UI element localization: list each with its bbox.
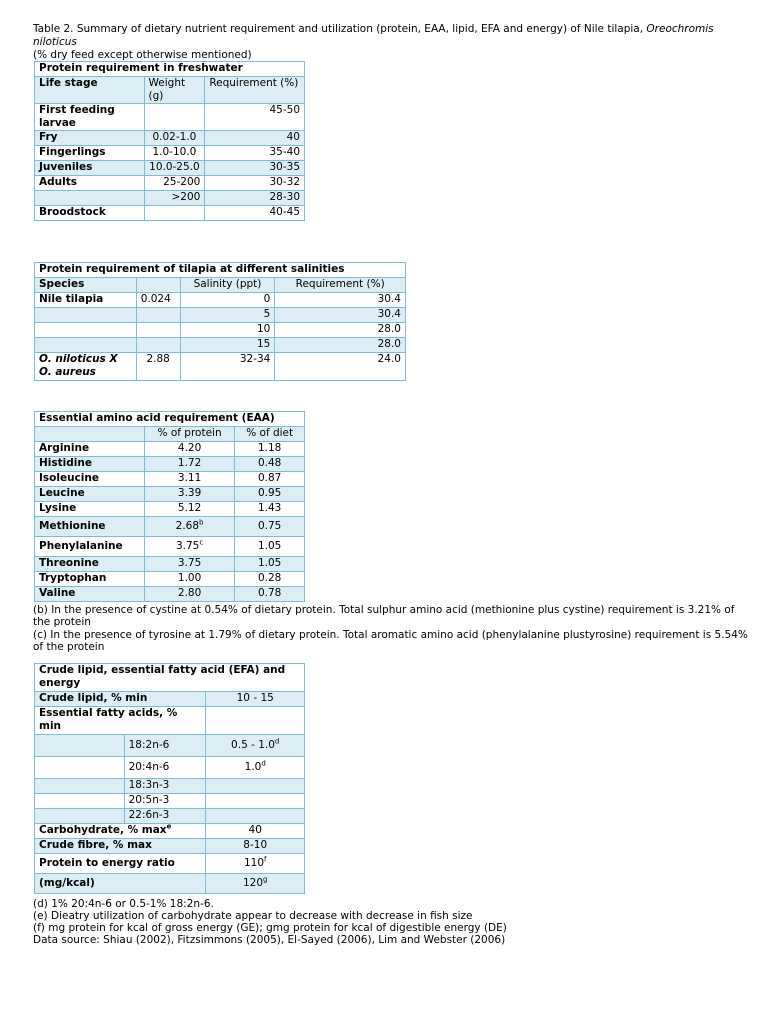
table-row: Tryptophan 1.00 0.28 xyxy=(35,572,305,587)
footnote-e: (e) Dieatry utilization of carbohydrate appear to decrease with decrease in fish size xyxy=(33,910,473,922)
table-row: Crude fibre, % max 8-10 xyxy=(35,839,305,854)
table-row: 10 28.0 xyxy=(35,323,406,338)
protein-salinity-table xyxy=(34,262,406,381)
table-row: 18:3n-3 xyxy=(35,779,305,794)
column-header: Species xyxy=(35,278,137,293)
table-row: First feeding larvae 45-50 xyxy=(35,104,305,131)
table-row: Adults 25-200 30-32 xyxy=(35,176,305,191)
table-row: Juveniles 10.0-25.0 30-35 xyxy=(35,161,305,176)
table-row: >200 28-30 xyxy=(35,191,305,206)
lipid-energy-table: Crude lipid, essential fatty acid (EFA) and energy Crude lipid, % min 10 - 15 Essential fatty acids, % min 18:2n-6 0.5 - 1.0$^d$ 20:4n-6 1.0$^d$ 18:3n-3 20:5n-3 22:6n-3 Carbohydrate, % $\max^e$ 40 Crude fibre, % max 8-10 Protein to energy ratio 110$^f$ (mg/kcal) 120$^g$ xyxy=(34,663,305,894)
data-source: Data source: Shiau (2002), Fitzsimmons (2005), El-Sayed (2006), Lim and Webster (2006) xyxy=(33,934,506,946)
column-header: % of diet xyxy=(235,427,305,442)
table-caption: Table 2. Summary of dietary nutrient requirement and utilization (protein, EAA, lipid, EFA and energy) of Nile tilapia, Oreochromis niloticus (% dry feed except otherwise mentioned) xyxy=(33,23,714,62)
table-row: Phenylalanine 3.75$^c$ 1.05 xyxy=(35,537,305,557)
column-header: Life stage xyxy=(35,77,145,104)
table-title: Crude lipid, essential fatty acid (EFA) and energy xyxy=(35,664,305,692)
table-row: Isoleucine 3.11 0.87 xyxy=(35,472,305,487)
table-row: Protein to energy ratio 110$^f$ xyxy=(35,854,305,874)
column-header xyxy=(35,427,145,442)
table-row: (mg/kcal) 120$^g$ xyxy=(35,874,305,894)
column-header: Requirement (%) xyxy=(275,278,406,293)
eaa-table xyxy=(34,411,305,602)
column-header: Requirement (%) xyxy=(205,77,305,104)
table-row: Lysine 5.12 1.43 xyxy=(35,502,305,517)
footnote-d: (d) 1% 20:4n-6 or 0.5-1% 18:2n-6. xyxy=(33,898,214,910)
column-header: Salinity (ppt) xyxy=(180,278,275,293)
column-header xyxy=(136,278,180,293)
table-title: Protein requirement in freshwater xyxy=(35,62,305,77)
table-row: Leucine 3.39 0.95 xyxy=(35,487,305,502)
table-row: 20:5n-3 xyxy=(35,794,305,809)
table-row: Histidine 1.72 0.48 xyxy=(35,457,305,472)
table-row: Nile tilapia 0.024 0 30.4 xyxy=(35,293,406,308)
table-row: Fry 0.02-1.0 40 xyxy=(35,131,305,146)
protein-freshwater-table xyxy=(34,61,305,221)
column-header: Weight (g) xyxy=(144,77,205,104)
table-row: 15 28.0 xyxy=(35,338,406,353)
footnote-c: (c) In the presence of tyrosine at 1.79% of dietary protein. Total aromatic amino acid (phenylalanine plustyrosine) requirement is 5.54% of the protein xyxy=(33,629,748,653)
column-header: % of protein xyxy=(144,427,235,442)
table-row: 20:4n-6 1.0$^d$ xyxy=(35,757,305,779)
table-title: Essential amino acid requirement (EAA) xyxy=(35,412,305,427)
species-name: Oreochromis niloticus xyxy=(33,23,714,49)
table-row: Carbohydrate, % $\max^e$ 40 xyxy=(35,824,305,839)
table-row: 5 30.4 xyxy=(35,308,406,323)
table-row: Threonine 3.75 1.05 xyxy=(35,557,305,572)
footnote-b: (b) In the presence of cystine at 0.54% of dietary protein. Total sulphur amino acid (methionine plus cystine) requirement is 3.21% of the protein xyxy=(33,604,735,628)
footnote-f: (f) mg protein for kcal of gross energy (GE); gmg protein for kcal of digestible energy (DE) xyxy=(33,922,507,934)
table-title: Protein requirement of tilapia at different salinities xyxy=(35,263,406,278)
table-row: Arginine 4.20 1.18 xyxy=(35,442,305,457)
table-row: O. niloticus X O. aureus 2.88 32-34 24.0 xyxy=(35,353,406,381)
table-row: Broodstock 40-45 xyxy=(35,206,305,221)
table-row: Valine 2.80 0.78 xyxy=(35,587,305,602)
table-row: 22:6n-3 xyxy=(35,809,305,824)
table-row: Methionine 2.68$^b$ 0.75 xyxy=(35,517,305,537)
table-row: 18:2n-6 0.5 - 1.0$^d$ xyxy=(35,735,305,757)
table-row: Fingerlings 1.0-10.0 35-40 xyxy=(35,146,305,161)
